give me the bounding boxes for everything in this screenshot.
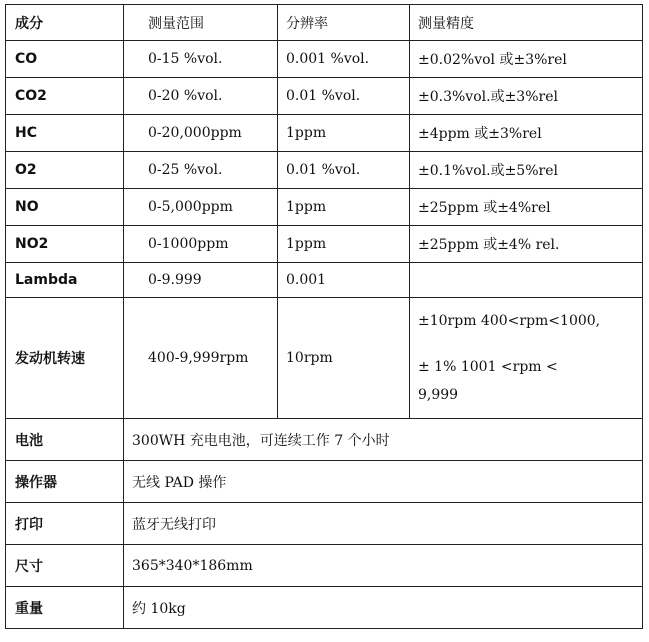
header-range: 测量范围 [124,5,278,41]
rpm-resolution: 10rpm [278,298,410,419]
spec-value: 365*340*186mm [124,545,643,587]
gas-resolution: 1ppm [278,115,410,152]
gas-accuracy [410,263,643,298]
spec-row [6,587,643,629]
gas-accuracy: ±25ppm 或±4% rel. [410,226,643,263]
spec-value: 300WH 充电电池，可连续工作 7 个小时 [124,419,643,461]
gas-resolution: 0.01 %vol. [278,78,410,115]
spec-name: 操作器 [6,461,124,503]
table-row [6,152,643,189]
rpm-range: 400-9,999rpm [124,298,278,419]
spec-value: 约 10kg [124,587,643,629]
gas-accuracy: ±4ppm 或±3%rel [410,115,643,152]
rpm-name: 发动机转速 [6,298,124,419]
gas-resolution: 0.001 [278,263,410,298]
gas-name: NO [6,189,124,226]
gas-accuracy: ±0.1%vol.或±5%rel [410,152,643,189]
gas-name: CO2 [6,78,124,115]
spec-row [6,461,643,503]
spec-name: 尺寸 [6,545,124,587]
gas-range: 0-9.999 [124,263,278,298]
gas-range: 0-25 %vol. [124,152,278,189]
gas-range: 0-5,000ppm [124,189,278,226]
gas-resolution: 1ppm [278,226,410,263]
table-row [6,115,643,152]
gas-range: 0-15 %vol. [124,41,278,78]
spec-name: 电池 [6,419,124,461]
table-row [6,226,643,263]
gas-resolution: 0.001 %vol. [278,41,410,78]
rpm-accuracy-line1: ±10rpm 400<rpm<1000, [418,313,601,329]
gas-accuracy: ±25ppm 或±4%rel [410,189,643,226]
table-row [6,41,643,78]
spec-value: 无线 PAD 操作 [124,461,643,503]
gas-range: 0-20,000ppm [124,115,278,152]
rpm-accuracy-line2: ± 1% 1001 <rpm < [418,359,558,375]
gas-name: Lambda [6,263,124,298]
spec-name: 打印 [6,503,124,545]
header-component: 成分 [6,5,124,41]
gas-range: 0-20 %vol. [124,78,278,115]
spec-row [6,503,643,545]
gas-accuracy: ±0.02%vol 或±3%rel [410,41,643,78]
gas-name: NO2 [6,226,124,263]
table-row [6,78,643,115]
header-accuracy: 测量精度 [410,5,643,41]
rpm-accuracy [410,298,643,419]
header-resolution: 分辨率 [278,5,410,41]
spec-value: 蓝牙无线打印 [124,503,643,545]
gas-name: O2 [6,152,124,189]
gas-resolution: 1ppm [278,189,410,226]
table-row [6,263,643,298]
spec-row [6,545,643,587]
gas-name: HC [6,115,124,152]
gas-name: CO [6,41,124,78]
table-row [6,189,643,226]
spec-table [5,4,643,629]
spec-row [6,419,643,461]
gas-accuracy: ±0.3%vol.或±3%rel [410,78,643,115]
gas-resolution: 0.01 %vol. [278,152,410,189]
rpm-accuracy-line3: 9,999 [418,387,459,403]
spec-name: 重量 [6,587,124,629]
gas-range: 0-1000ppm [124,226,278,263]
header-row [6,5,643,41]
rpm-row [6,298,643,419]
